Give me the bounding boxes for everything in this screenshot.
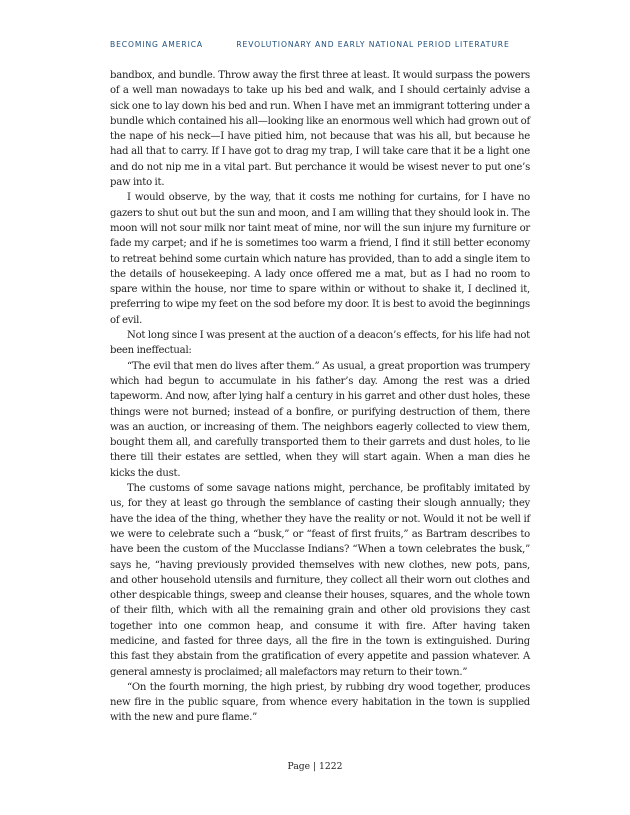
paragraph-continued: bandbox, and bundle. Throw away the first three at least. It would surpass the powers of a well man nowadays to take up his bed and walk, and I should certainly advise a sick one to lay down his bed and run. When I have met an immigrant tottering under a bundle which contained his all—looking like an enormous well which had grown out of the nape of his neck—I have pitied him, not because that was his all, but because he had all that to carry. If I have got to drag my trap, I will take care that it be a light one and do not nip me in a vital part. But perchance it would be wisest never to put one’s paw into it. [110, 70, 530, 189]
header-book-title: BECOMING AMERICA [110, 40, 204, 49]
page-footer [0, 761, 630, 772]
header-section-title: REVOLUTIONARY AND EARLY NATIONAL PERIOD LITERATURE [236, 40, 510, 49]
paragraph-auction-intro: Not long since I was present at the auction of a deacon’s effects, for his life had not been ineffectual: [110, 330, 530, 357]
paragraph-curtains: I would observe, by the way, that it costs me nothing for curtains, for I have no gazers to shut out but the sun and moon, and I am willing that they should look in. The moon will not sour milk nor taint meat of mine, nor will the sun injure my furniture or fade my carpet; and if he is sometimes too warm a friend, I find it still better economy to retreat behind some curtain which nature has provided, than to add a single item to the details of housekeeping. A lady once offered me a mat, but as I had no room to spare within the house, nor time to spare within or without to shake it, I declined it, preferring to wipe my feet on the sod before my door. It is best to avoid the beginnings of evil. [110, 192, 530, 326]
paragraph-fourth-morning: “On the fourth morning, the high priest, by rubbing dry wood together, produces new fire in the public square, from whence every habitation in the town is supplied with the new and pure flame.” [110, 681, 530, 724]
page-number: Page | 1222 [287, 761, 343, 772]
running-header [110, 40, 530, 49]
paragraph-evil-men-do: “The evil that men do lives after them.” As usual, a great proportion was trumpery which had begun to accumulate in his father’s day. Among the rest was a dried tapeworm. And now, after lying half a century in his garret and other dust holes, these things were not burned; instead of a bonfire, or purifying destruction of them, there was an auction, or increasing of them. The neighbors eagerly collected to view them, bought them all, and carefully transported them to their garrets and dust holes, to lie there till their estates are settled, when they will start again. When a man dies he kicks the dust. [110, 360, 530, 479]
paragraph-busk: The customs of some savage nations might, perchance, be profitably imitated by us, for they at least go through the semblance of casting their slough annually; they have the idea of the thing, whether they have the reality or not. Would it not be well if we were to celebrate such a “busk,” or “feast of first fruits,” as Bartram describes to have been the custom of the Mucclasse Indians? “When a town celebrates the busk,” says he, “having previously provided themselves with new clothes, new pots, pans, and other household utensils and furniture, they collect all their worn out clothes and other despicable things, sweep and cleanse their houses, squares, and the whole town of their filth, which with all the remaining grain and other old provisions they cast together into one common heap, and consume it with fire. After having taken medicine, and fasted for three days, all the fire in the town is extinguished. During this fast they abstain from the gratification of every appetite and passion whatever. A general amnesty is proclaimed; all malefactors may return to their town.” [110, 483, 530, 678]
body-text [110, 68, 530, 726]
